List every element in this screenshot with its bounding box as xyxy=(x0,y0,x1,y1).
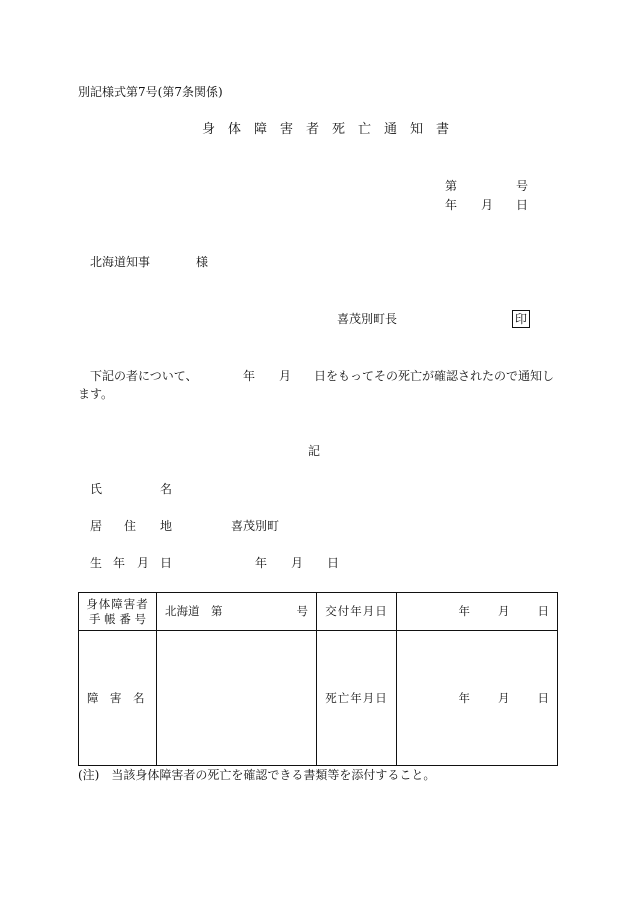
field-birth-label-3: 月 xyxy=(137,556,150,570)
sender-title: 喜茂別町長 xyxy=(337,312,398,326)
field-addr-label-1: 居 xyxy=(90,519,103,533)
field-birth-label-4: 日 xyxy=(160,556,173,570)
addressee-honorific: 様 xyxy=(196,255,209,269)
disability-name-cell xyxy=(157,631,317,766)
body-line2: ます。 xyxy=(78,387,114,401)
seal-mark xyxy=(512,310,530,328)
table-row xyxy=(79,593,558,631)
field-name-label-1: 氏 xyxy=(90,482,103,496)
doc-number-prefix: 第 xyxy=(445,179,458,193)
table-row xyxy=(79,631,558,766)
doc-date-month: 月 xyxy=(481,198,494,212)
issue-year: 年 xyxy=(458,604,470,619)
body-line1-rest: 日をもってその死亡が確認されたので通知し xyxy=(314,369,555,383)
notebook-go: 号 xyxy=(296,604,308,619)
doc-number-suffix: 号 xyxy=(516,179,529,193)
death-date-label: 死亡年月日 xyxy=(317,631,397,766)
field-birth-day: 日 xyxy=(327,556,340,570)
body-month: 月 xyxy=(279,369,292,383)
field-name-label-2: 名 xyxy=(160,482,173,496)
notebook-label-line2: 手 帳 番 号 xyxy=(89,611,146,626)
ki-heading: 記 xyxy=(308,444,321,458)
body-year: 年 xyxy=(243,369,256,383)
field-birth-label-1: 生 xyxy=(90,556,103,570)
notebook-number-label xyxy=(79,593,157,631)
doc-date-day: 日 xyxy=(516,198,529,212)
doc-date-year: 年 xyxy=(445,198,458,212)
footnote: (注) 当該身体障害者の死亡を確認できる書類等を添付すること。 xyxy=(78,768,436,782)
notebook-prefecture: 北海道 第 xyxy=(165,604,223,619)
field-addr-value: 喜茂別町 xyxy=(231,519,280,533)
seal-label: 印 xyxy=(512,310,530,328)
form-reference: 別記様式第7号(第7条関係) xyxy=(78,85,223,99)
death-date-cell xyxy=(397,631,558,766)
field-addr-label-2: 住 xyxy=(124,519,137,533)
addressee-name: 北海道知事 xyxy=(90,255,151,269)
death-month: 月 xyxy=(498,690,510,705)
document-title: 身 体 障 害 者 死 亡 通 知 書 xyxy=(202,122,450,137)
details-table xyxy=(78,592,558,766)
field-birth-year: 年 xyxy=(255,556,268,570)
issue-day: 日 xyxy=(537,604,549,619)
death-year: 年 xyxy=(458,690,470,705)
body-line1-intro: 下記の者について、 xyxy=(90,369,198,383)
issue-date-label: 交付年月日 xyxy=(317,593,397,631)
disability-name-label: 障 害 名 xyxy=(79,631,157,766)
issue-date-cell xyxy=(397,593,558,631)
notebook-label-line1: 身体障害者 xyxy=(86,596,149,611)
issue-month: 月 xyxy=(498,604,510,619)
field-birth-month: 月 xyxy=(291,556,304,570)
field-addr-label-3: 地 xyxy=(160,519,173,533)
field-birth-label-2: 年 xyxy=(113,556,126,570)
death-day: 日 xyxy=(537,690,549,705)
notebook-number-cell xyxy=(157,593,317,631)
